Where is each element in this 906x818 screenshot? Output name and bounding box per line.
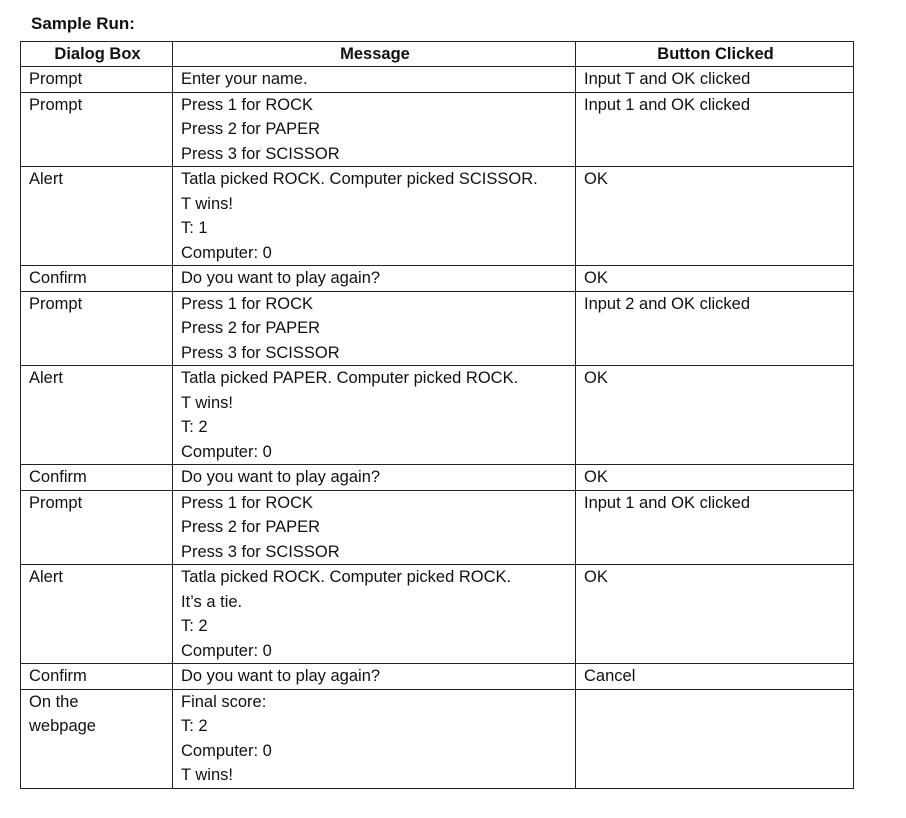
dialog-cell-line: Prompt: [29, 95, 83, 114]
message-cell: [173, 167, 576, 266]
button-cell-line: Input 1 and OK clicked: [584, 493, 751, 512]
dialog-cell: [21, 67, 173, 93]
button-cell-line: OK: [584, 170, 608, 188]
section-title: Sample Run:: [31, 14, 135, 33]
message-cell-line: Enter your name.: [181, 70, 308, 88]
dialog-cell: [21, 465, 173, 491]
message-cell-line: Press 2 for PAPER: [181, 319, 321, 337]
button-cell-line: Cancel: [584, 667, 636, 685]
message-cell-line: Computer: 0: [181, 641, 272, 660]
button-cell-line: OK: [584, 369, 608, 387]
message-cell-line: T: 1: [181, 219, 208, 237]
message-cell-line: T: 2: [181, 717, 208, 735]
dialog-cell-line: webpage: [29, 717, 96, 735]
dialog-cell-line: Alert: [29, 369, 63, 387]
dialog-cell: [21, 689, 173, 788]
message-cell-line: T wins!: [181, 766, 233, 784]
dialog-cell: [21, 664, 173, 690]
table-row: [21, 266, 854, 292]
button-cell: [576, 465, 854, 491]
header-button-clicked: Button Clicked: [576, 42, 854, 67]
button-cell-line: OK: [584, 568, 608, 586]
table-header-row: [21, 42, 854, 67]
table-row: [21, 92, 854, 167]
message-cell-line: Press 1 for ROCK: [181, 493, 314, 512]
table-row: [21, 465, 854, 491]
dialog-cell: [21, 266, 173, 292]
message-cell-line: Do you want to play again?: [181, 667, 381, 685]
message-cell-line: Final score:: [181, 692, 267, 711]
dialog-cell-line: Confirm: [29, 269, 87, 287]
button-cell: [576, 291, 854, 366]
message-cell-line: T: 2: [181, 418, 208, 436]
message-cell-line: Tatla picked ROCK. Computer picked ROCK.: [181, 568, 512, 586]
message-cell: [173, 565, 576, 664]
message-cell: [173, 366, 576, 465]
button-cell: [576, 366, 854, 465]
message-cell-line: Computer: 0: [181, 442, 272, 461]
dialog-cell-line: Confirm: [29, 468, 87, 486]
button-cell: [576, 565, 854, 664]
message-cell: [173, 291, 576, 366]
dialog-cell-line: Alert: [29, 568, 63, 586]
dialog-cell-line: Confirm: [29, 667, 87, 685]
message-cell-line: T wins!: [181, 194, 233, 213]
table-row: [21, 689, 854, 788]
message-cell-line: Press 3 for SCISSOR: [181, 144, 340, 163]
button-cell: [576, 67, 854, 93]
message-cell: [173, 490, 576, 565]
table-row: [21, 366, 854, 465]
message-cell-line: Press 1 for ROCK: [181, 294, 314, 313]
message-cell-line: T wins!: [181, 393, 233, 412]
message-cell-line: T: 2: [181, 617, 208, 635]
message-cell-line: Press 2 for PAPER: [181, 518, 321, 536]
message-cell-line: Do you want to play again?: [181, 269, 381, 287]
message-cell: [173, 465, 576, 491]
message-cell: [173, 266, 576, 292]
dialog-cell: [21, 490, 173, 565]
button-cell-line: Input T and OK clicked: [584, 70, 751, 88]
table-row: [21, 291, 854, 366]
header-message: Message: [173, 42, 576, 67]
sample-run-table: [20, 41, 854, 789]
button-cell: [576, 92, 854, 167]
message-cell-line: Press 1 for ROCK: [181, 95, 314, 114]
message-cell: [173, 689, 576, 788]
message-cell-line: Computer: 0: [181, 741, 272, 760]
button-cell-line: Input 1 and OK clicked: [584, 95, 751, 114]
button-cell: [576, 167, 854, 266]
table-row: [21, 490, 854, 565]
table-body: [21, 67, 854, 789]
dialog-cell-line: Prompt: [29, 294, 83, 313]
message-cell-line: Do you want to play again?: [181, 468, 381, 486]
dialog-cell-line: Alert: [29, 170, 63, 188]
button-cell: [576, 664, 854, 690]
header-dialog-box: Dialog Box: [21, 42, 173, 67]
button-cell-line: OK: [584, 468, 608, 486]
button-cell: [576, 490, 854, 565]
message-cell-line: It’s a tie.: [181, 592, 243, 611]
table-row: [21, 664, 854, 690]
message-cell-line: Press 3 for SCISSOR: [181, 542, 340, 561]
dialog-cell: [21, 366, 173, 465]
message-cell-line: Press 3 for SCISSOR: [181, 343, 340, 362]
button-cell-line: OK: [584, 269, 608, 287]
button-cell: [576, 689, 854, 788]
message-cell: [173, 67, 576, 93]
button-cell: [576, 266, 854, 292]
message-cell-line: Press 2 for PAPER: [181, 120, 321, 138]
message-cell-line: Tatla picked ROCK. Computer picked SCISSOR.: [181, 170, 538, 188]
button-cell-line: Input 2 and OK clicked: [584, 294, 751, 313]
dialog-cell-line: Prompt: [29, 493, 83, 512]
dialog-cell: [21, 565, 173, 664]
dialog-cell: [21, 92, 173, 167]
message-cell: [173, 664, 576, 690]
table-row: [21, 67, 854, 93]
message-cell-line: Computer: 0: [181, 243, 272, 262]
message-cell: [173, 92, 576, 167]
table-row: [21, 167, 854, 266]
dialog-cell: [21, 167, 173, 266]
dialog-cell-line: Prompt: [29, 70, 83, 88]
table-row: [21, 565, 854, 664]
dialog-cell: [21, 291, 173, 366]
dialog-cell-line: On the: [29, 692, 79, 711]
message-cell-line: Tatla picked PAPER. Computer picked ROCK.: [181, 369, 519, 387]
